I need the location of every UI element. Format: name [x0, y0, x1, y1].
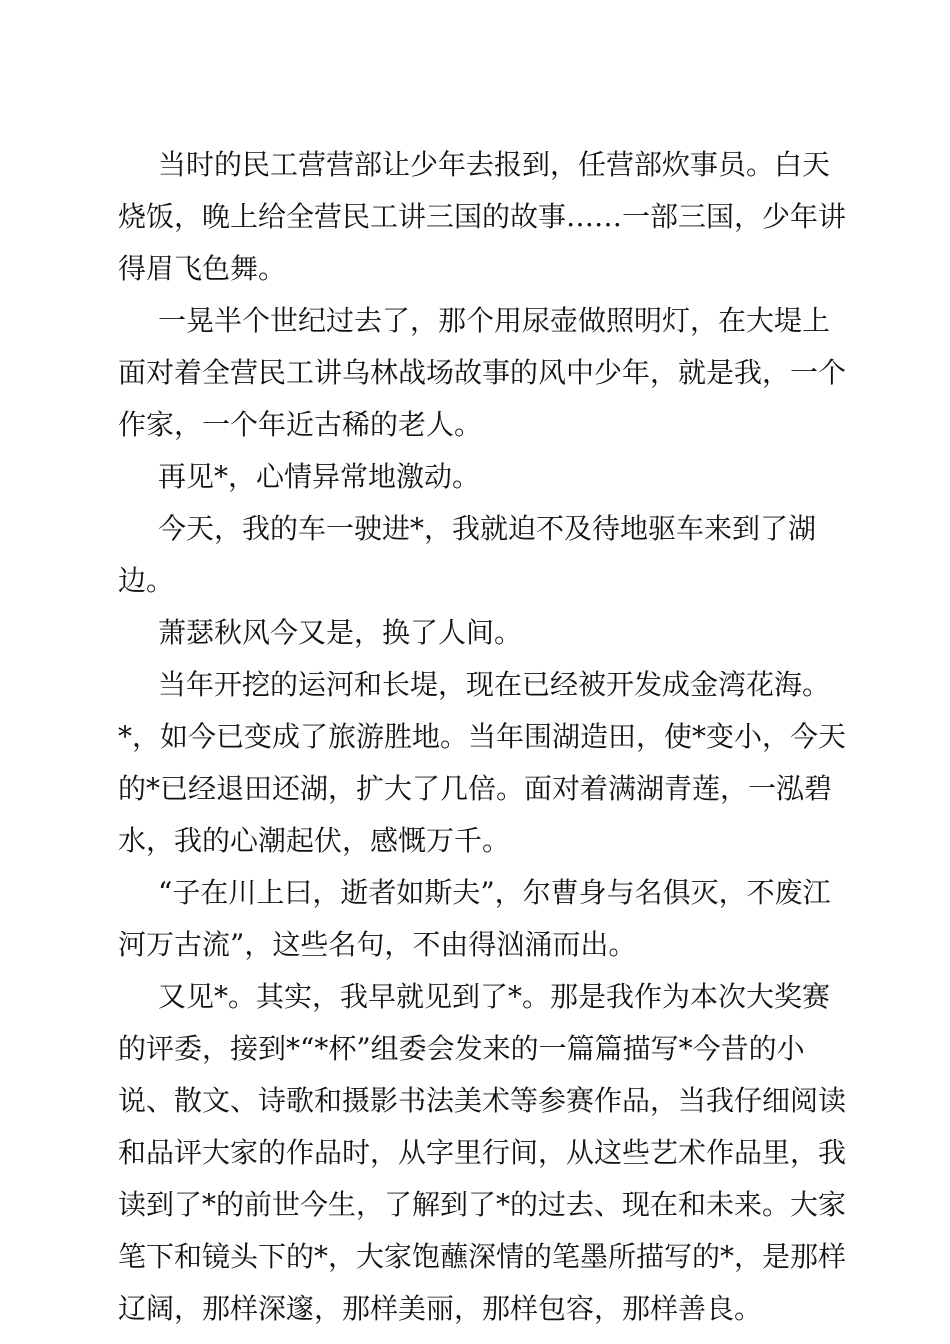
paragraph: 当时的民工营营部让少年去报到，任营部炊事员。白天烧饭，晚上给全营民工讲三国的故事……一部三国，少年讲得眉飞色舞。 [118, 148, 847, 285]
paragraph: “子在川上曰，逝者如斯夫”，尔曹身与名俱灭，不废江河万古流”，这些名句，不由得汹涌而出。 [118, 876, 831, 961]
paragraph: 再见*，心情异常地激动。 [158, 460, 481, 493]
paragraph: 又见*。其实，我早就见到了*。那是我作为本次大奖赛的评委，接到*“*杯”组委会发来的一篇篇描写*今昔的小说、散文、诗歌和摄影书法美术等参赛作品，当我仔细阅读和品评大家的作品时，从字里行间，从这些艺术作品里，我读到了*的前世今生，了解到了*的过去、现在和未来。大家笔下和镜头下的*，大家饱蘸深情的笔墨所描写的*，是那样辽阔，那样深邃，那样美丽，那样包容，那样善良。 [118, 980, 847, 1325]
paragraph: 今天，我的车一驶进*，我就迫不及待地驱车来到了湖边。 [118, 512, 817, 597]
paragraph: 一晃半个世纪过去了，那个用尿壶做照明灯，在大堤上面对着全营民工讲乌林战场故事的风中少年，就是我，一个作家，一个年近古稀的老人。 [118, 304, 847, 441]
paragraph: 当年开挖的运河和长堤，现在已经被开发成金湾花海。*，如今已变成了旅游胜地。当年围湖造田，使*变小，今天的*已经退田还湖，扩大了几倍。面对着满湖青莲，一泓碧水，我的心潮起伏，感慨万千。 [118, 668, 847, 857]
paragraph: 萧瑟秋风今又是，换了人间。 [158, 616, 523, 649]
body-text [118, 139, 848, 1335]
